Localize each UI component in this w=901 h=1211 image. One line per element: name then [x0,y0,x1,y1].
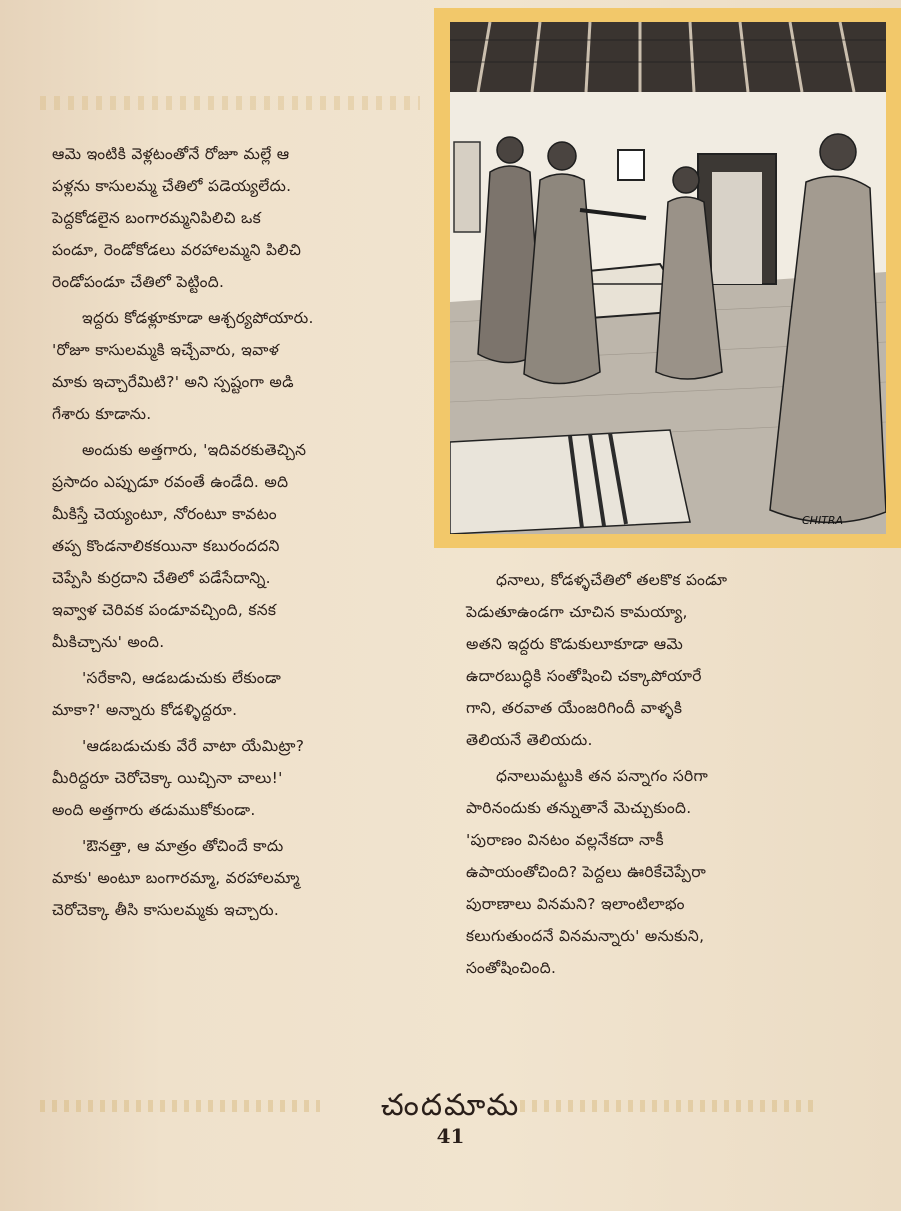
paragraph [466,564,856,756]
text-line: పెద్దకోడలైన బంగారమ్మనిపిలిచి ఒక [52,209,262,227]
text-line: పురాణాలు వినమని? ఇలాంటిలాభం [466,895,685,913]
text-line: అంది అత్తగారు తడుముకోకుండా. [52,801,256,819]
text-line: పారినందుకు తన్నుతానే మెచ్చుకుంది. [466,799,692,817]
text-line: పండూ, రెండోకోడలు వరహాలమ్మని పిలిచి [52,241,302,259]
text-line: 'సరేకాని, ఆడబడుచుకు లేకుండా [82,669,282,687]
text-line: గేశారు కూడాను. [52,405,152,423]
decorative-band-top [40,96,420,110]
page-number: 41 [436,1124,465,1148]
text-line: ఉదారబుద్ధికి సంతోషించి చక్కాపోయారే [466,667,702,685]
text-line: మీకిచ్చాను' అంది. [52,633,165,651]
text-line: ఆమె ఇంటికి వెళ్లటంతోనే రోజూ మల్లే ఆ [52,145,290,163]
paragraph [52,138,424,298]
left-text-column [52,138,424,930]
text-line: కలుగుతుందనే వినమన్నారు' అనుకుని, [466,927,705,945]
text-line: 'రోజూ కాసులమ్మకి ఇచ్చేవారు, ఇవాళ [52,341,280,359]
text-line: మీకిస్తే చెయ్యంటూ, నోరంటూ కావటం [52,505,277,523]
text-line: ధనాలుమట్టుకి తన పన్నాగం సరిగా [496,767,709,785]
right-text-column [466,564,856,988]
text-line: సంతోషించింది. [466,959,557,977]
text-line: తెలియనే తెలియదు. [466,731,593,749]
text-line: 'ఆడబడుచుకు వేరే వాటా యేమిట్రా? [82,737,305,755]
text-line: అతని ఇద్దరు కొడుకులూకూడా ఆమె [466,635,684,653]
illustration-panel [434,8,901,548]
paragraph [466,760,856,984]
text-line: 'పురాణం వినటం వల్లనేకదా నాకీ [466,831,664,849]
illustration-signature: CHITRA [802,514,844,527]
text-line: గాని, తరవాత యేంజరిగిందీ వాళ్ళకి [466,699,683,717]
text-line: ఇవ్వాళ చెరివక పండూవచ్చింది, కనక [52,601,277,619]
text-line: మాకు ఇచ్చారేమిటి?' అని స్పష్టంగా అడి [52,373,294,391]
text-line: మీరిద్దరూ చెరోచెక్కా యిచ్చినా చాలు!' [52,769,283,787]
text-line: రెండోపండూ చేతిలో పెట్టింది. [52,273,225,291]
text-line: పళ్లను కాసులమ్మ చేతిలో పడెయ్యలేదు. [52,177,292,195]
text-line: తప్ప కొండనాలికకయినా కబురందదని [52,537,280,555]
text-line: చెరోచెక్కా తీసి కాసులమ్మకు ఇచ్చారు. [52,901,280,919]
text-line: చెప్పేసి కుర్రదాని చేతిలో పడేసేదాన్ని. [52,569,271,587]
illustration-drawing [450,22,886,534]
paragraph [52,302,424,430]
text-line: ధనాలు, కోడళ్ళచేతిలో తలకొక పండూ [496,571,728,589]
text-line: అందుకు అత్తగారు, 'ఇదివరకుతెచ్చిన [82,441,307,459]
paragraph [52,830,424,926]
text-line: ఇద్దరు కోడళ్లూకూడా ఆశ్చర్యపోయారు. [82,309,314,327]
text-line: 'ఔనత్తా, ఆ మాత్రం తోచిందే కాదు [82,837,284,855]
text-line: మాకు' అంటూ బంగారమ్మా, వరహాలమ్మా [52,869,300,887]
paragraph [52,662,424,726]
paragraph [52,434,424,658]
paragraph [52,730,424,826]
text-line: పెడుతూఉండగా చూచిన కామయ్యా, [466,603,688,621]
text-line: ప్రసాదం ఎప్పుడూ రవంతే ఉండేది. అది [52,473,289,491]
magazine-title: చందమామ [380,1088,521,1123]
text-line: మాకా?' అన్నారు కోడళ్ళిద్దరూ. [52,701,238,719]
text-line: ఉపాయంతోచింది? పెద్దలు ఊరికేచెప్పేరా [466,863,707,881]
